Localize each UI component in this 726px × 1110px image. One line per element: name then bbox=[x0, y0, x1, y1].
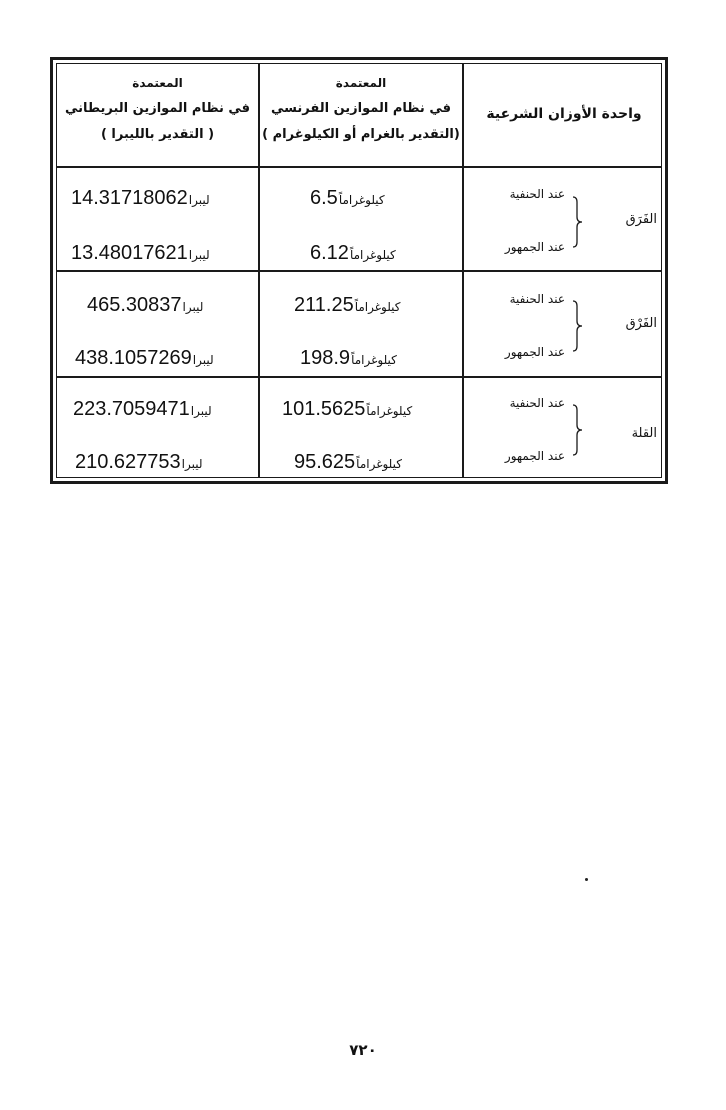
row2-french-jumhur bbox=[300, 347, 397, 370]
row2-british-hanafi bbox=[87, 294, 203, 317]
row3-unit-name: القلة bbox=[631, 426, 657, 441]
kilogram-unit: كيلوغراماً bbox=[338, 193, 385, 207]
header-french-line2: في نظام الموازين الفرنسي bbox=[271, 101, 451, 116]
brace-icon bbox=[571, 300, 583, 352]
scan-speck bbox=[585, 878, 588, 881]
row1-french-hanafi-value: 6.5 bbox=[310, 187, 338, 209]
row2-hanafi-label: عند الحنفية bbox=[509, 292, 565, 306]
row1-hanafi-label: عند الحنفية bbox=[509, 187, 565, 201]
header-divider bbox=[57, 166, 661, 168]
libra-unit: ليبرا bbox=[188, 248, 210, 262]
row1-french-hanafi bbox=[310, 187, 385, 210]
row1-jumhur-label: عند الجمهور bbox=[504, 240, 565, 254]
libra-unit: ليبرا bbox=[188, 193, 210, 207]
libra-unit: ليبرا bbox=[182, 300, 204, 314]
header-british bbox=[57, 70, 258, 166]
row1-british-jumhur-value: 13.48017621 bbox=[71, 242, 188, 264]
row3-british-hanafi bbox=[73, 398, 212, 421]
weights-table bbox=[50, 57, 668, 484]
row2-french-hanafi-value: 211.25 bbox=[294, 294, 354, 316]
weights-table-inner bbox=[56, 63, 662, 478]
libra-unit: ليبرا bbox=[190, 404, 212, 418]
row1-unit-name: الفَرَق bbox=[625, 212, 657, 227]
kilogram-unit: كيلوغراماً bbox=[349, 248, 396, 262]
row3-french-jumhur-value: 95.625 bbox=[294, 451, 356, 473]
brace-icon bbox=[571, 404, 583, 456]
row3-french-hanafi bbox=[282, 398, 412, 421]
row2-british-jumhur bbox=[75, 347, 214, 370]
row2-french-hanafi bbox=[294, 294, 401, 317]
header-british-line2: في نظام الموازين البريطاني bbox=[64, 101, 251, 116]
row2-british-jumhur-value: 438.1057269 bbox=[75, 347, 192, 369]
libra-unit: ليبرا bbox=[181, 457, 203, 471]
row3-british-jumhur-value: 210.627753 bbox=[75, 451, 181, 473]
kilogram-unit: كيلوغراماً bbox=[356, 457, 402, 471]
row2-british-hanafi-value: 465.30837 bbox=[87, 294, 182, 316]
row2-jumhur-label: عند الجمهور bbox=[504, 345, 565, 359]
row3-hanafi-label: عند الحنفية bbox=[509, 396, 565, 410]
row-divider-1 bbox=[57, 270, 661, 272]
row2-french-jumhur-value: 198.9 bbox=[300, 347, 351, 369]
kilogram-unit: كيلوغراماً bbox=[366, 404, 413, 418]
page-number: ٧٢٠ bbox=[349, 1041, 377, 1059]
row3-french-jumhur bbox=[294, 451, 402, 474]
row3-british-hanafi-value: 223.7059471 bbox=[73, 398, 190, 420]
row1-british-hanafi bbox=[71, 187, 210, 210]
row-divider-2 bbox=[57, 376, 661, 378]
row1-british-hanafi-value: 14.31718062 bbox=[71, 187, 188, 209]
row2-unit-name: الفَرْق bbox=[625, 316, 657, 331]
row1-british-jumhur bbox=[71, 242, 210, 265]
header-british-line3: ( التقدير بالليبرا ) bbox=[100, 127, 215, 142]
header-french bbox=[260, 70, 462, 166]
row3-jumhur-label: عند الجمهور bbox=[504, 449, 565, 463]
row1-french-jumhur bbox=[310, 242, 396, 265]
header-french-line1: المعتمدة bbox=[335, 76, 387, 90]
kilogram-unit: كيلوغراماً bbox=[351, 353, 397, 367]
libra-unit: ليبرا bbox=[192, 353, 214, 367]
row1-french-jumhur-value: 6.12 bbox=[310, 242, 349, 264]
kilogram-unit: كيلوغراماً bbox=[354, 300, 401, 314]
header-british-line1: المعتمدة bbox=[132, 76, 183, 90]
brace-icon bbox=[571, 196, 583, 248]
row3-french-hanafi-value: 101.5625 bbox=[282, 398, 366, 420]
header-unit: واحدة الأوزان الشرعية bbox=[486, 106, 642, 122]
header-french-line3: (التقدير بالغرام أو الكيلوغرام ) bbox=[262, 127, 460, 142]
row3-british-jumhur bbox=[75, 451, 203, 474]
